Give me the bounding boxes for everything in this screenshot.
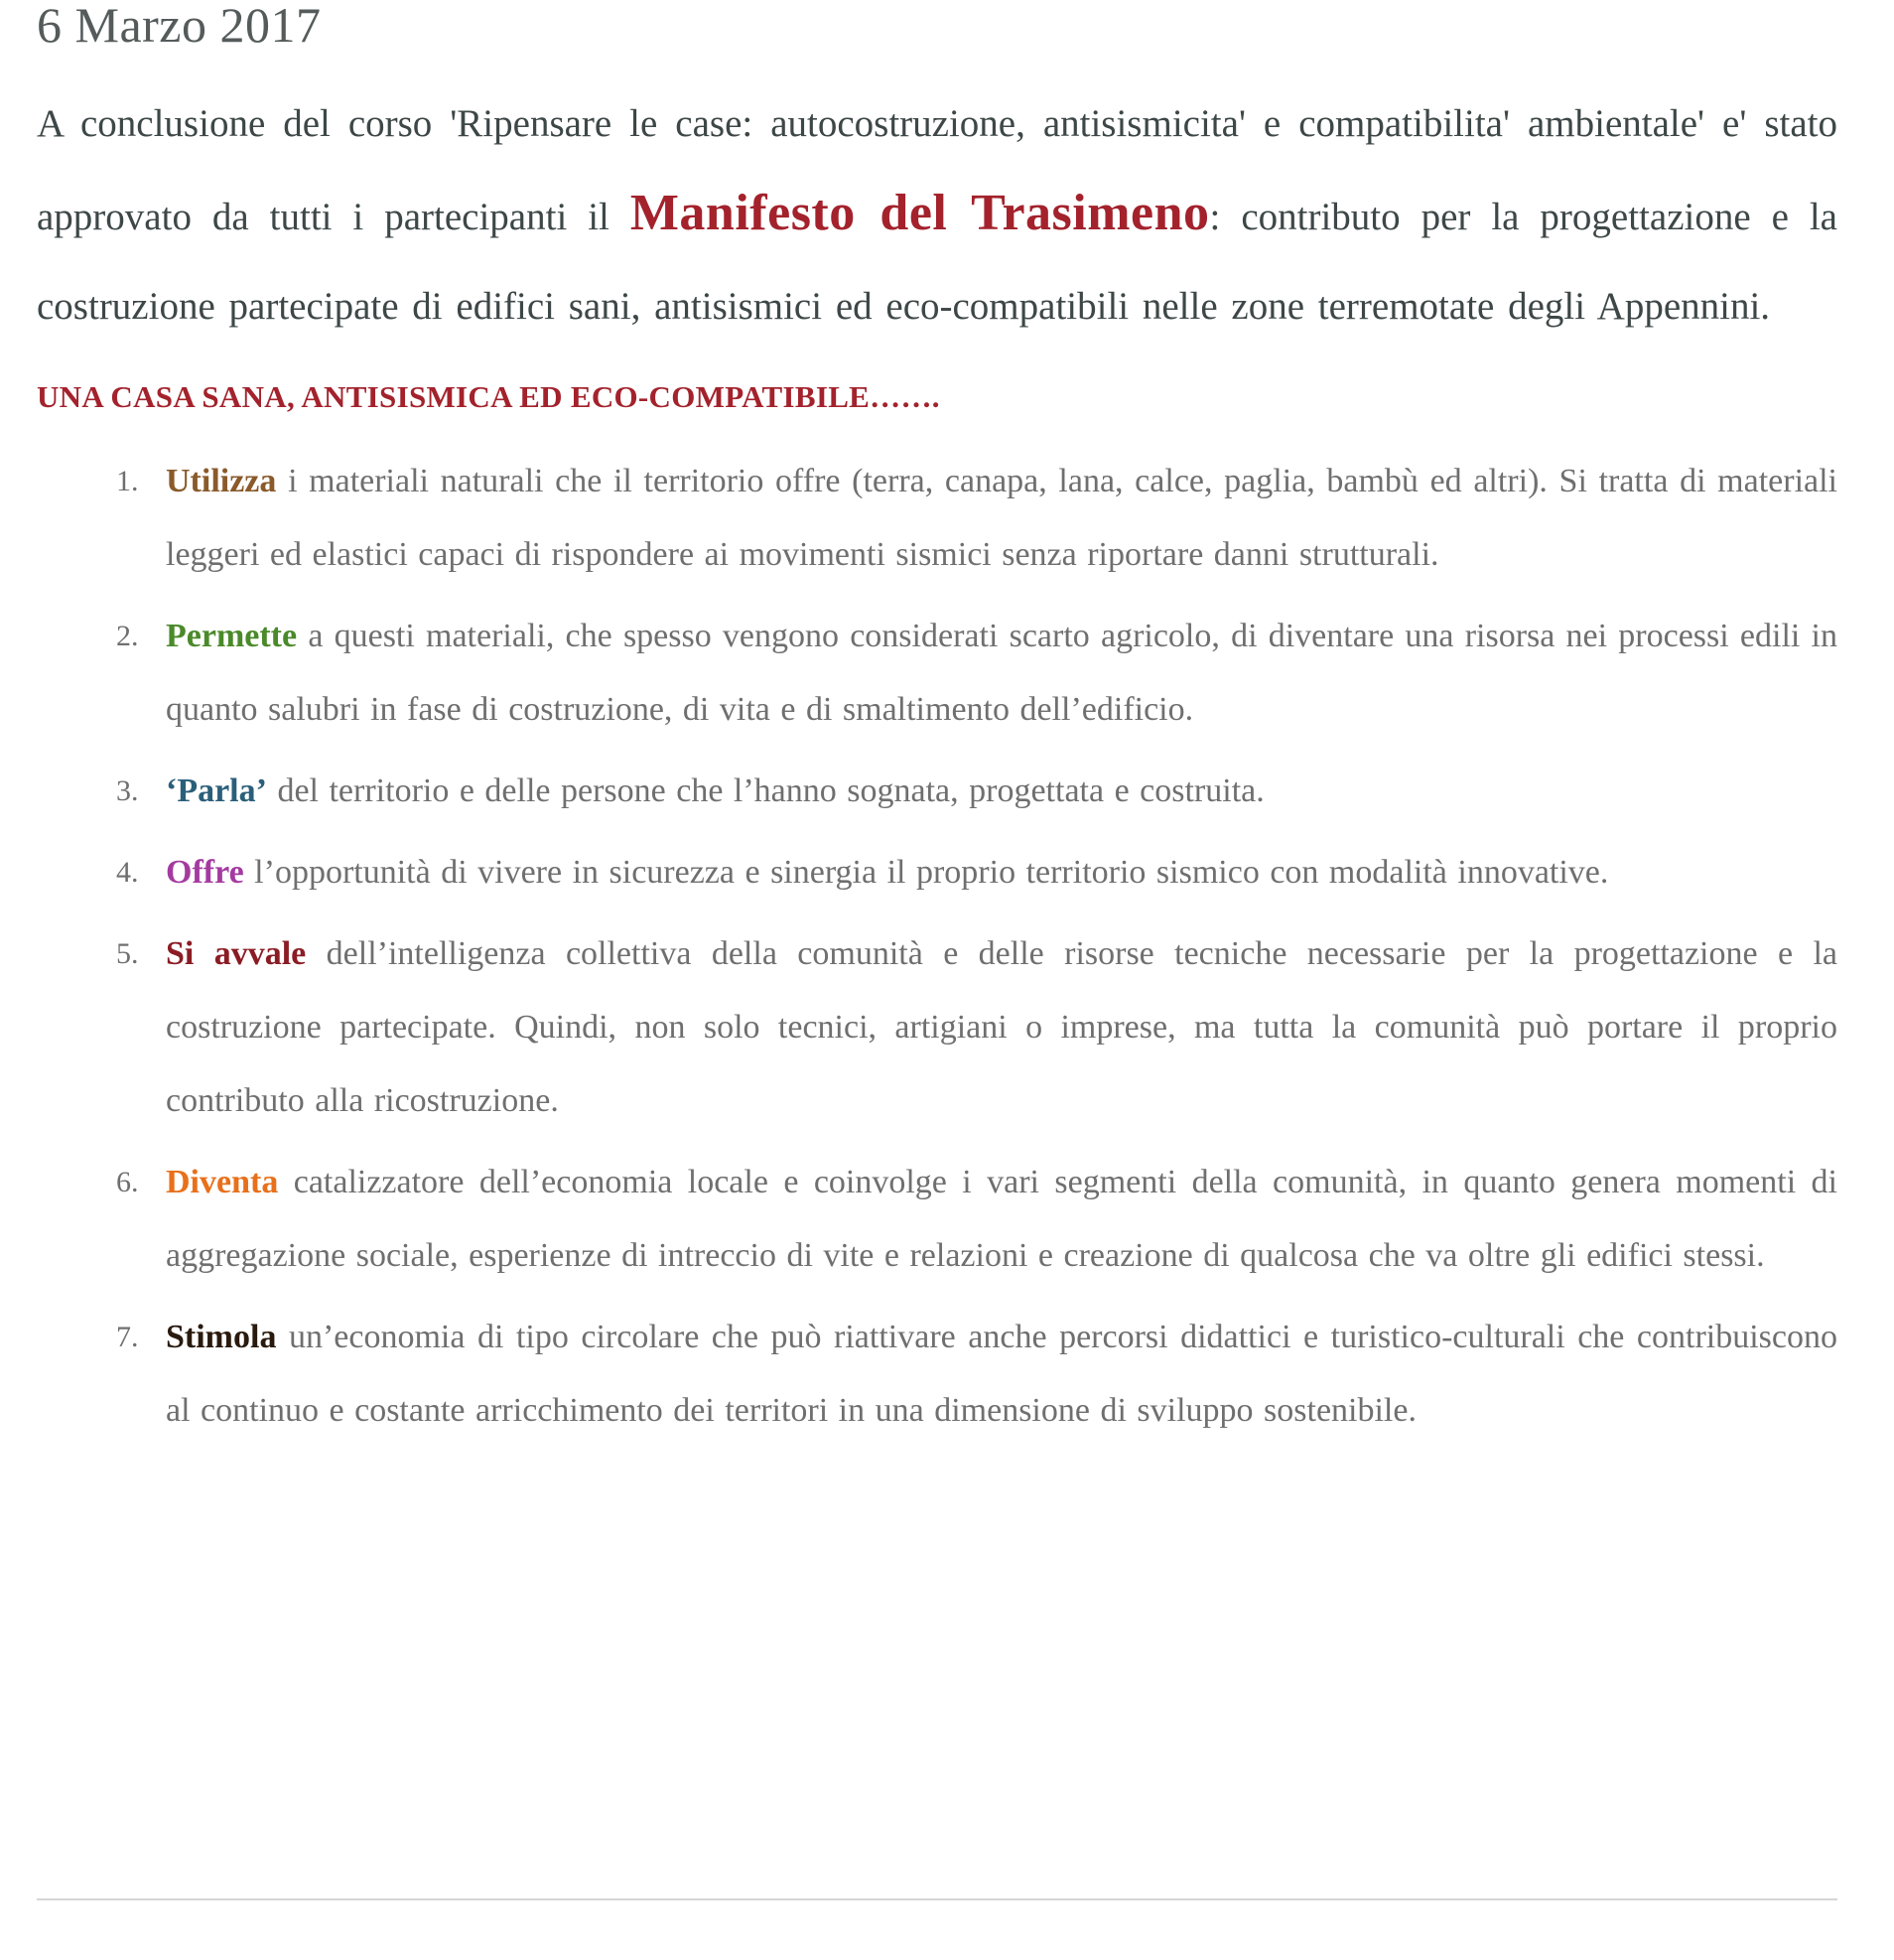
list-item-text: dell’intelligenza collettiva della comunità e delle risorse tecniche necessarie per la progettazione e la costruzione partecipate. Quindi, non solo tecnici, artigiani o imprese, ma tutta la comunità può portare il proprio contributo alla ricostruzione. bbox=[166, 935, 1837, 1119]
list-item-text: del territorio e delle persone che l’hanno sognata, progettata e costruita. bbox=[266, 772, 1265, 809]
list-item bbox=[116, 600, 1837, 747]
list-item-text: l’opportunità di vivere in sicurezza e sinergia il proprio territorio sismico con modalità innovative. bbox=[243, 854, 1609, 891]
list-item bbox=[116, 445, 1837, 592]
list-item-keyword: Diventa bbox=[166, 1164, 279, 1200]
list-item bbox=[116, 917, 1837, 1138]
list-item-keyword: Permette bbox=[166, 618, 298, 654]
list-item-text: a questi materiali, che spesso vengono considerati scarto agricolo, di diventare una risorsa nei processi edili in quanto salubri in fase di costruzione, di vita e di smaltimento dell’edificio. bbox=[166, 618, 1837, 728]
list-item-keyword: Utilizza bbox=[166, 463, 277, 499]
list-item bbox=[116, 755, 1837, 828]
list-item-number: 4. bbox=[116, 856, 139, 889]
list-item-text: un’economia di tipo circolare che può riattivare anche percorsi didattici e turistico-culturali che contribuiscono al continuo e costante arricchimento dei territori in una dimensione di sviluppo sostenibile. bbox=[166, 1319, 1837, 1429]
list-item bbox=[116, 836, 1837, 910]
list-item bbox=[116, 1301, 1837, 1448]
list-item-keyword: Stimola bbox=[166, 1319, 277, 1355]
list-item-keyword: Si avvale bbox=[166, 935, 307, 972]
post-content bbox=[37, 0, 1837, 1456]
intro-text-start: A conclusione del corso 'Ripensare le case: autocostruzione, antisismicita' e compatibilita' ambientale' e' stato approvato da tutti i partecipanti il bbox=[37, 102, 1837, 238]
intro-text-end: : contributo per la progettazione e la costruzione partecipate di edifici sani, antisismici ed eco-compatibili nelle zone terremotate degli Appennini. bbox=[37, 196, 1837, 328]
list-item-number: 6. bbox=[116, 1166, 139, 1198]
manifesto-title: Manifesto del Trasimeno bbox=[629, 185, 1210, 241]
list-item-number: 7. bbox=[116, 1321, 139, 1353]
list-item-number: 1. bbox=[116, 465, 139, 497]
list-item-number: 3. bbox=[116, 774, 139, 807]
list-item-keyword: ‘Parla’ bbox=[166, 772, 267, 809]
list-item-number: 5. bbox=[116, 937, 139, 970]
list-item bbox=[116, 1146, 1837, 1293]
intro-paragraph bbox=[37, 79, 1837, 351]
list-item-number: 2. bbox=[116, 620, 139, 652]
list-item-text: i materiali naturali che il territorio offre (terra, canapa, lana, calce, paglia, bambù ed altri). Si tratta di materiali leggeri ed elastici capaci di rispondere ai movimenti sismici senza riportare danni strutturali. bbox=[166, 463, 1837, 573]
list-item-text: catalizzatore dell’economia locale e coinvolge i vari segmenti della comunità, in quanto genera momenti di aggregazione sociale, esperienze di intreccio di vite e relazioni e creazione di qualcosa che va oltre gli edifici stessi. bbox=[166, 1164, 1837, 1274]
section-subtitle: UNA CASA SANA, ANTISISMICA ED ECO-COMPATIBILE……. bbox=[37, 379, 940, 414]
post-date: 6 Marzo 2017 bbox=[37, 0, 322, 53]
list-item-keyword: Offre bbox=[166, 854, 244, 891]
section-divider bbox=[37, 1898, 1837, 1900]
principles-list bbox=[37, 445, 1837, 1448]
